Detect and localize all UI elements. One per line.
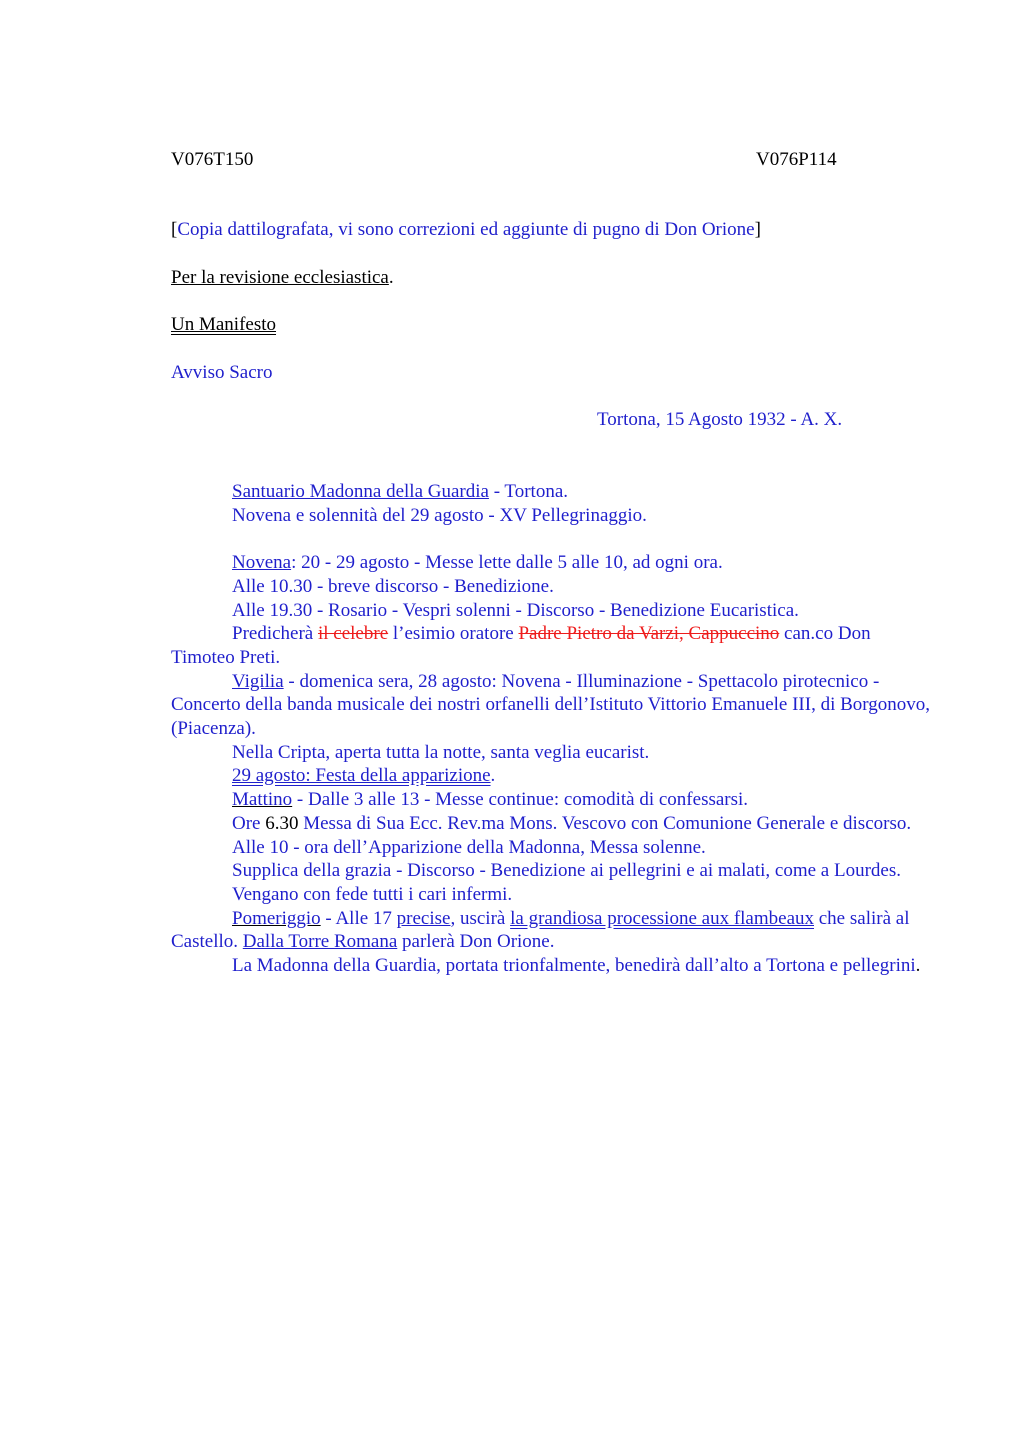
festa-rest: . — [490, 765, 496, 787]
header-left-code: V076T150 — [171, 149, 254, 170]
note-close-bracket: ] — [754, 219, 761, 240]
body-paragraph-sanctuary — [171, 480, 931, 504]
processione-underlined: la grandiosa processione aux flambeaux — [510, 907, 814, 929]
mattino-rest: - Dalle 3 alle 13 - Messe continue: comodità di confessarsi. — [292, 789, 749, 811]
precise-underlined: precise — [396, 907, 451, 929]
header-right-code: V076P114 — [756, 149, 837, 170]
body-paragraph-1030: Alle 10.30 - breve discorso - Benedizione. — [232, 575, 554, 597]
vigilia-rest: - domenica sera, 28 agosto: Novena - Illuminazione - Spettacolo pirotecnico - Concerto della banda musicale dei nostri orfanelli dell’Istituto Vittorio Emanuele III, di Borgonovo, (Piacenza). — [171, 670, 931, 740]
preacher-a: Predicherà — [232, 623, 318, 645]
sanctuary-rest: - Tortona. — [488, 481, 569, 502]
body-paragraph-vengano: Vengano con fede tutti i cari infermi. — [232, 883, 513, 905]
revision-period: . — [388, 267, 394, 288]
body-paragraph-supplica: Supplica della grazia - Discorso - Benedizione ai pellegrini e ai malati, come a Lourdes. — [232, 860, 901, 882]
body-paragraph-preacher — [171, 622, 931, 669]
avviso-heading: Avviso Sacro — [171, 362, 273, 383]
body-paragraph-festa — [171, 764, 931, 788]
body-paragraph-novena — [171, 551, 931, 575]
pomeriggio-b: , uscirà — [450, 907, 511, 929]
mattino-label: Mattino — [232, 789, 293, 811]
manifesto-title — [171, 313, 276, 336]
paragraph-gap — [171, 527, 931, 551]
body-paragraph-1930: Alle 19.30 - Rosario - Vespri solenni - Discorso - Benedizione Eucaristica. — [232, 599, 799, 621]
ore-label: Ore — [232, 812, 266, 834]
body-paragraph-alle-10: Alle 10 - ora dell’Apparizione della Madonna, Messa solenne. — [232, 836, 706, 858]
pomeriggio-d: parlerà Don Orione. — [397, 931, 555, 953]
note-text: Copia dattilografata, vi sono correzioni ed aggiunte di pugno di Don Orione — [177, 219, 755, 240]
madonna-text: La Madonna della Guardia, portata trionfalmente, benedirà dall’alto a Tortona e pellegrini — [232, 955, 916, 977]
preacher-c: can.co Don Timoteo Preti. — [171, 623, 871, 668]
revision-text: Per la revisione ecclesiastica — [171, 267, 389, 288]
manifesto-title-text: Un Manifesto — [171, 314, 277, 335]
time-630: 6.30 — [265, 812, 299, 834]
novena-label: Novena — [232, 552, 292, 574]
body-paragraph-mattino — [171, 788, 931, 812]
pomeriggio-c: che salirà al Castello. — [171, 907, 910, 953]
torre-romana-underlined: Dalla Torre Romana — [242, 931, 398, 953]
vigilia-label: Vigilia — [232, 670, 284, 692]
struck-il-celebre: il celebre — [317, 623, 389, 645]
pomeriggio-label: Pomeriggio — [232, 907, 321, 929]
novena-rest: : 20 - 29 agosto - Messe lette dalle 5 alle 10, ad ogni ora. — [291, 552, 723, 574]
body-paragraph-ore-630 — [171, 812, 931, 836]
madonna-period: . — [915, 955, 921, 977]
body-paragraph-pomeriggio — [171, 907, 931, 954]
revision-line — [171, 266, 394, 289]
sanctuary-link: Santuario Madonna della Guardia — [232, 481, 489, 502]
body-paragraph-madonna — [171, 954, 931, 978]
dateline: Tortona, 15 Agosto 1932 - A. X. — [597, 409, 843, 430]
body-paragraph-vigilia — [171, 670, 931, 741]
body-paragraph-novena-solemnity: Novena e solennità del 29 agosto - XV Pellegrinaggio. — [232, 504, 647, 526]
notice-body — [171, 480, 931, 978]
transcription-note — [171, 218, 761, 241]
festa-label: 29 agosto: Festa della apparizione — [232, 765, 491, 787]
body-paragraph-cripta: Nella Cripta, aperta tutta la notte, santa veglia eucarist. — [232, 741, 650, 763]
pomeriggio-a: - Alle 17 — [320, 907, 397, 929]
note-open-bracket: [ — [171, 219, 178, 240]
preacher-b: l’esimio oratore — [388, 623, 519, 645]
ore-rest: Messa di Sua Ecc. Rev.ma Mons. Vescovo con Comunione Generale e discorso. — [298, 812, 912, 834]
struck-padre-pietro: Padre Pietro da Varzi, Cappuccino — [518, 623, 780, 645]
